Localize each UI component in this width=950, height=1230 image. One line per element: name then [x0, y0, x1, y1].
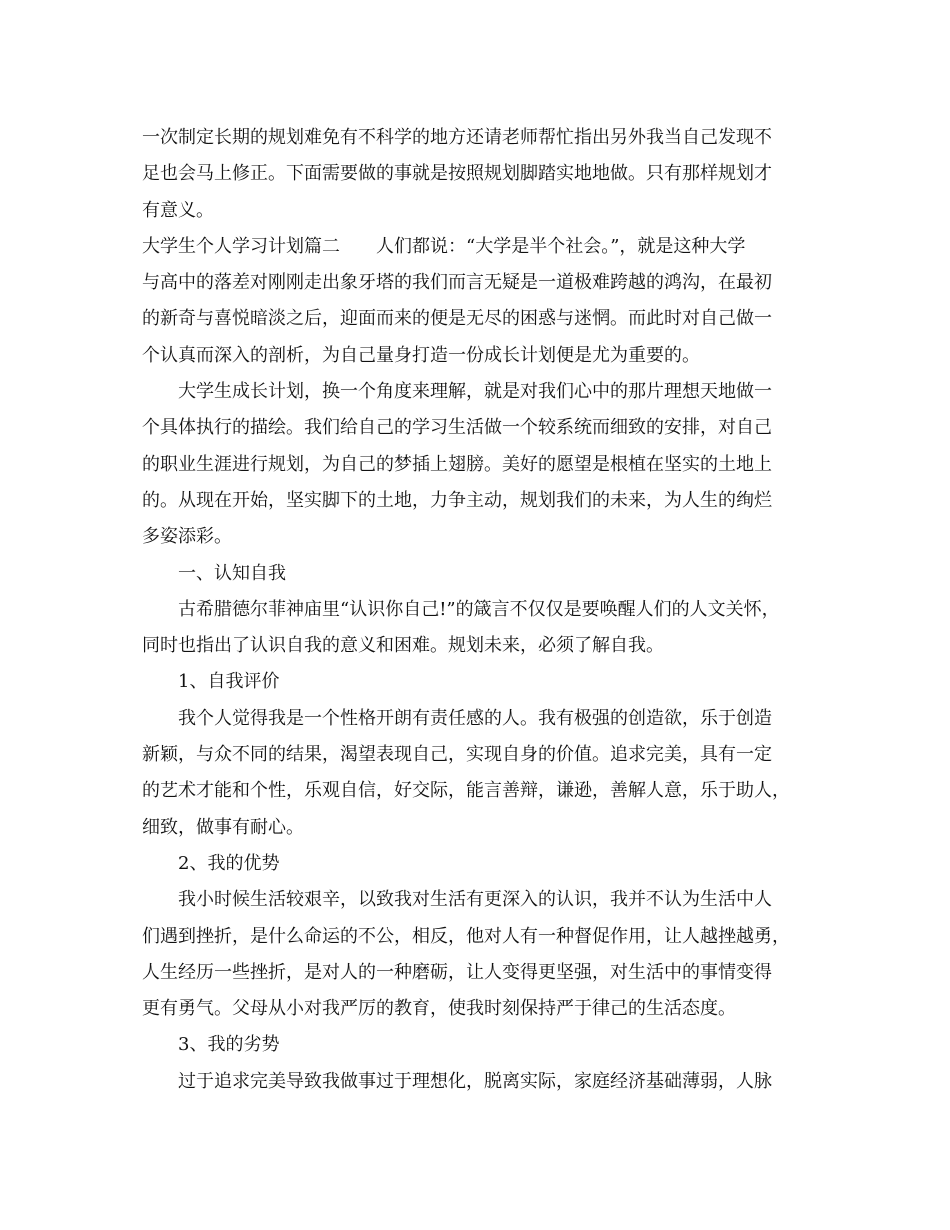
text-line: 过于追求完美导致我做事过于理想化，脱离实际，家庭经济基础薄弱，人脉: [178, 1070, 772, 1092]
text-line: 1、自我评价: [178, 671, 280, 693]
text-line: 古希腊德尔菲神庙里“认识你自己!”的箴言不仅仅是要唤醒人们的人文关怀，: [178, 598, 780, 620]
text-line: 的职业生涯进行规划，为自己的梦插上翅膀。美好的愿望是根植在坚实的土地上: [142, 453, 772, 475]
text-line: 们遇到挫折，是什么命运的不公，相反，他对人有一种督促作用，让人越挫越勇，: [142, 925, 790, 947]
text-line: 与高中的落差对刚刚走出象牙塔的我们而言无疑是一道极难跨越的鸿沟，在最初: [142, 272, 772, 294]
text-line: 新颖，与众不同的结果，渴望表现自己，实现自身的价值。追求完美，具有一定: [142, 744, 772, 766]
text-line: 我小时候生活较艰辛，以致我对生活有更深入的认识，我并不认为生活中人: [178, 889, 772, 911]
text-line: 个具体执行的描绘。我们给自己的学习生活做一个较系统而细致的安排，对自己: [142, 417, 772, 439]
text-line: 大学生成长计划，换一个角度来理解，就是对我们心中的那片理想天地做一: [178, 381, 772, 403]
text-line: 的艺术才能和个性，乐观自信，好交际，能言善辩，谦逊，善解人意，乐于助人，: [142, 780, 790, 802]
text-line: 的。从现在开始，坚实脚下的土地，力争主动，规划我们的未来，为人生的绚烂: [142, 489, 772, 511]
text-line: 2、我的优势: [178, 852, 280, 874]
text-line: 一、认知自我: [178, 562, 286, 584]
text-line: 多姿添彩。: [142, 526, 232, 548]
text-line: 个认真而深入的剖析，为自己量身打造一份成长计划便是尤为重要的。: [142, 344, 700, 366]
document-body: [142, 120, 812, 1100]
text-line: 细致，做事有耐心。: [142, 816, 304, 838]
text-line: 同时也指出了认识自我的意义和困难。规划未来，必须了解自我。: [142, 635, 664, 657]
text-line: 更有勇气。父母从小对我严厉的教育，使我时刻保持严于律己的生活态度。: [142, 998, 736, 1020]
text-line: 一次制定长期的规划难免有不科学的地方还请老师帮忙指出另外我当自己发现不: [142, 127, 772, 148]
text-line: 人生经历一些挫折，是对人的一种磨砺，让人变得更坚强，对生活中的事情变得: [142, 961, 772, 983]
text-line: 大学生个人学习计划篇二 人们都说：“大学是半个社会。”，就是这种大学: [142, 235, 746, 257]
text-line: 足也会马上修正。下面需要做的事就是按照规划脚踏实地地做。只有那样规划才: [142, 163, 772, 185]
text-line: 我个人觉得我是一个性格开朗有责任感的人。我有极强的创造欲，乐于创造: [178, 707, 772, 729]
text-line: 3、我的劣势: [178, 1034, 280, 1056]
text-line: 的新奇与喜悦暗淡之后，迎面而来的便是无尽的困惑与迷惘。而此时对自己做一: [142, 308, 772, 330]
text-line: 有意义。: [142, 199, 214, 221]
